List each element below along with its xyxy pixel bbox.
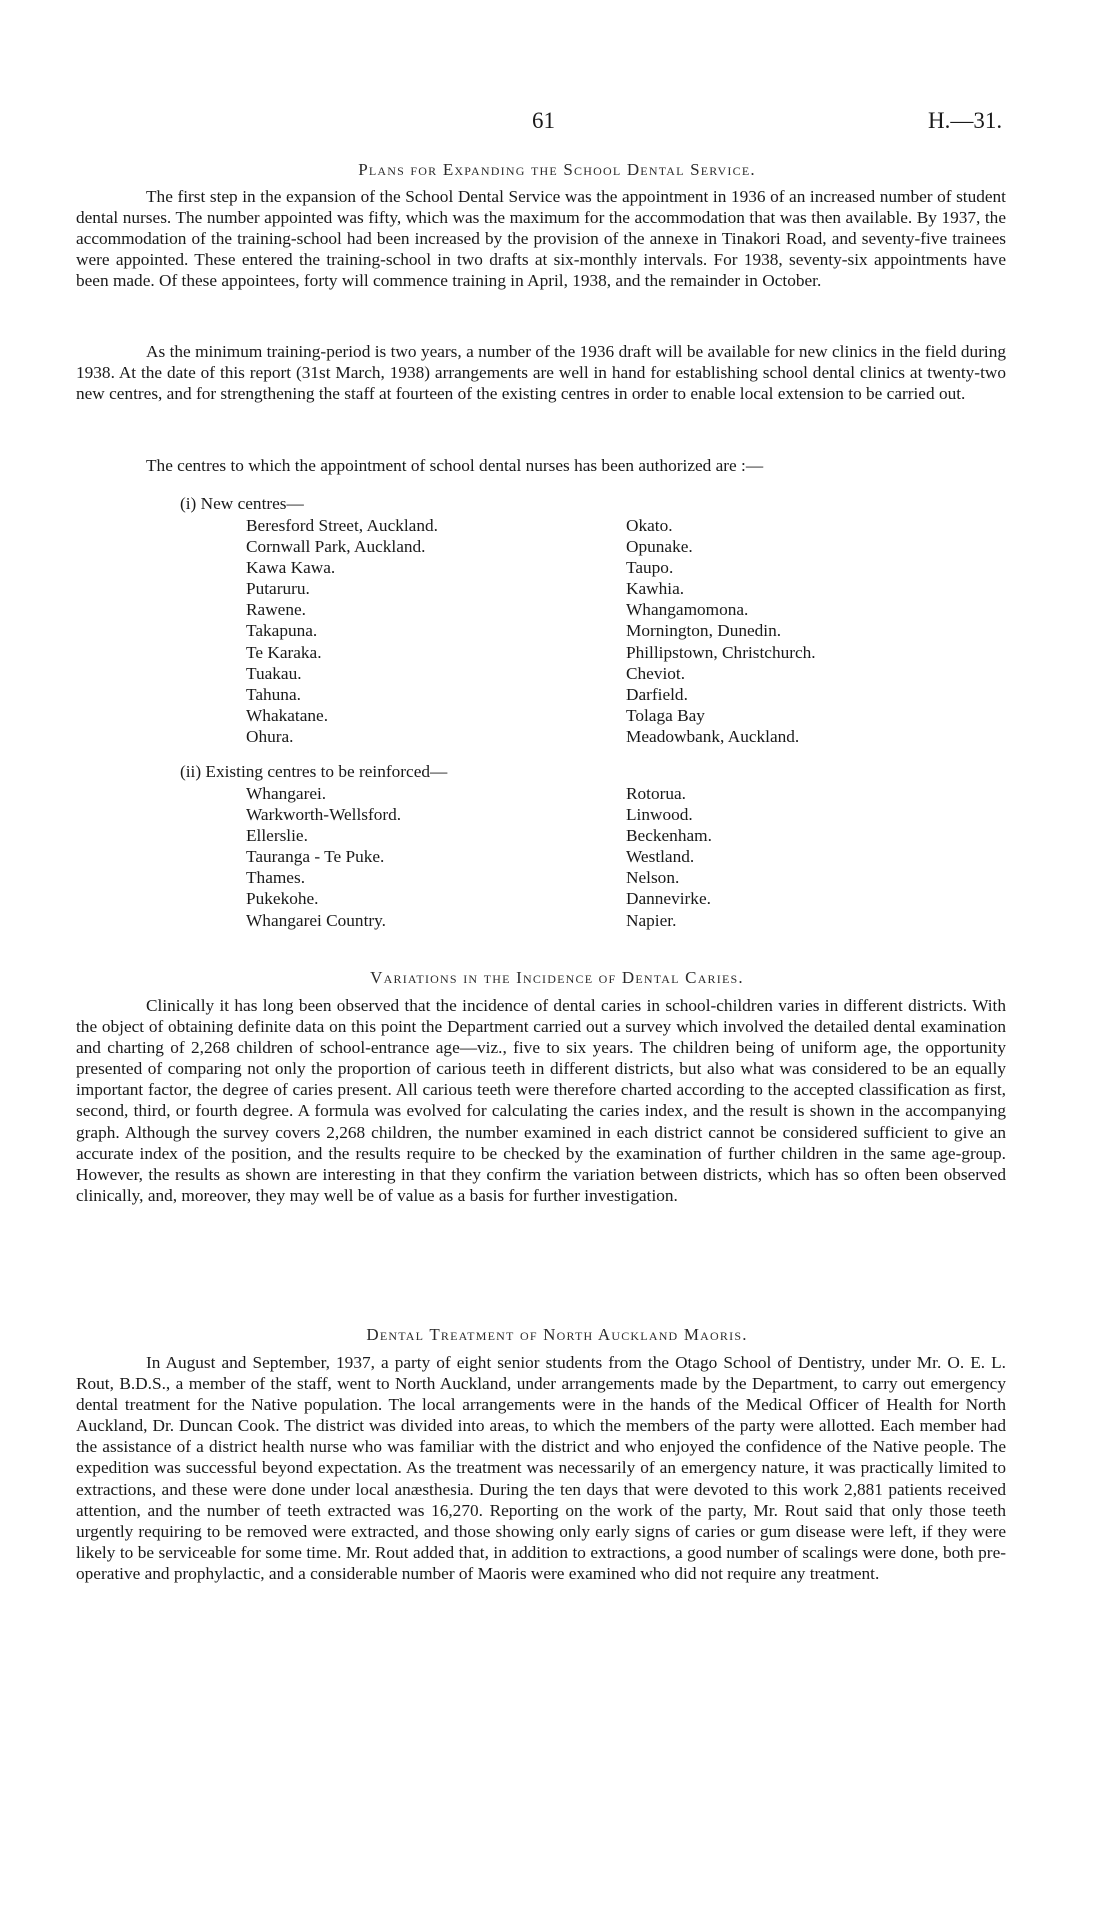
page-number: 61 [532, 108, 555, 133]
list-item: Thames. [246, 868, 306, 888]
list-item: Phillipstown, Christchurch. [626, 642, 816, 662]
document-reference: H.—31. [928, 108, 1003, 133]
list-label-new-centres: (i) New centres— [180, 494, 304, 513]
list-item: Kawa Kawa. [246, 558, 336, 578]
list-item: Rotorua. [626, 784, 686, 803]
list-label-existing-centres: (ii) Existing centres to be reinforced— [180, 762, 448, 781]
list-item: Ellerslie. [246, 826, 308, 846]
list-item: Mornington, Dunedin. [626, 621, 782, 641]
section-heading-expanding-service: Plans for Expanding the School Dental Service. [358, 160, 756, 179]
list-item: Westland. [626, 847, 695, 867]
list-item: Tuakau. [246, 663, 302, 683]
list-item: Linwood. [626, 805, 693, 825]
list-item: Nelson. [626, 868, 680, 888]
section-heading-dental-caries: Variations in the Incidence of Dental Caries. [370, 968, 744, 987]
list-item: Opunake. [626, 537, 693, 557]
list-item: Pukekohe. [246, 889, 319, 909]
list-item: Taupo. [626, 558, 674, 578]
paragraph-caries-survey: Clinically it has long been observed that the incidence of dental caries in school-children varies in different districts. With the object of obtaining definite data on this point the Department carried out a survey which involved the detailed dental examination and charting of 2,268 children of school-entrance age—viz., five to six years. The children being of uniform age, the opportunity presented of comparing not only the proportion of carious teeth in different districts, but also what was considered to be an equally important factor, the degree of caries present. All carious teeth were therefore charted according to the accepted classification as first, second, third, or fourth degree. A formula was evolved for calculating the caries index, and the result is shown in the accompanying graph. Although the survey covers 2,268 children, the number examined in each district cannot be considered sufficient to give an accurate index of the position, and the results require to be checked by the examination of further children in the same age-group. However, the results as shown are interesting in that they confirm the variation between districts, which has so often been observed clinically, and, moreover, they may well be of value as a basis for further investigation. [76, 996, 1006, 1205]
list-item: Cheviot. [626, 663, 686, 683]
list-item: Tolaga Bay [626, 705, 705, 725]
list-item: Cornwall Park, Auckland. [246, 537, 426, 557]
paragraph-expansion-first-step: The first step in the expansion of the School Dental Service was the appointment in 1936 of an increased number of student dental nurses. The number appointed was fifty, which was the maximum for the accommodation that was then available. By 1937, the accommodation of the training-school had been increased by the provision of the annexe in Tinakori Road, and seventy-five trainees were appointed. These entered the training-school in two drafts at six-monthly intervals. For 1938, seventy-six appointments have been made. Of these appointees, forty will commence training in April, 1938, and the remainder in October. [76, 187, 1006, 291]
list-item: Ohura. [246, 726, 294, 746]
existing-centres-left-column [246, 783, 401, 931]
new-centres-left-column [246, 515, 438, 747]
paragraph-training-period: As the minimum training-period is two years, a number of the 1936 draft will be available for new clinics in the field during 1938. At the date of this report (31st March, 1938) arrangements are well in hand for establishing school dental clinics at twenty-two new centres, and for strengthening the staff at fourteen of the existing centres in order to enable local extension to be carried out. [76, 342, 1006, 404]
existing-centres-right-column [626, 783, 712, 931]
list-item: Whangarei Country. [246, 910, 386, 930]
paragraph-centres-intro: The centres to which the appointment of school dental nurses has been authorized are :— [146, 456, 764, 475]
list-item: Beckenham. [626, 826, 712, 846]
list-item: Whakatane. [246, 705, 329, 725]
list-item: Meadowbank, Auckland. [626, 726, 800, 746]
list-item: Tahuna. [246, 684, 301, 704]
list-item: Darfield. [626, 684, 688, 704]
list-item: Te Karaka. [246, 642, 322, 662]
paragraph-maori-dental-treatment: In August and September, 1937, a party of eight senior students from the Otago School of Dentistry, under Mr. O. E. L. Rout, B.D.S., a member of the staff, went to North Auckland, under arrangements made by the Department, to carry out emergency dental treatment for the Native population. The local arrangements were in the hands of the Medical Officer of Health for North Auckland, Dr. Duncan Cook. The district was divided into areas, to which the members of the party were allotted. Each member had the assistance of a district health nurse who was familiar with the district and who enjoyed the confidence of the Native people. The expedition was successful beyond expectation. As the treatment was necessarily of an emergency nature, it was practically limited to extractions, and these were done under local anæsthesia. During the ten days that were devoted to this work 2,881 patients received attention, and the number of teeth extracted was 16,270. Reporting on the work of the party, Mr. Rout said that only those teeth urgently requiring to be removed were extracted, and those showing only early signs of caries or gum disease were left, if they were likely to be serviceable for some time. Mr. Rout added that, in addition to extractions, a good number of scalings were done, both pre-operative and prophylactic, and a considerable number of Maoris were examined who did not require any treatment. [76, 1353, 1006, 1583]
list-item: Whangarei. [246, 784, 327, 803]
new-centres-right-column [626, 515, 816, 747]
list-item: Kawhia. [626, 579, 685, 599]
list-item: Napier. [626, 910, 677, 930]
list-item: Okato. [626, 516, 673, 535]
list-item: Putaruru. [246, 579, 310, 599]
list-item: Rawene. [246, 600, 306, 620]
list-item: Tauranga - Te Puke. [246, 847, 385, 867]
section-heading-north-auckland-maoris: Dental Treatment of North Auckland Maoris. [366, 1325, 748, 1344]
list-item: Whangamomona. [626, 600, 749, 620]
list-item: Takapuna. [246, 621, 318, 641]
list-item: Beresford Street, Auckland. [246, 516, 438, 535]
list-item: Dannevirke. [626, 889, 711, 909]
list-item: Warkworth-Wellsford. [246, 805, 402, 825]
